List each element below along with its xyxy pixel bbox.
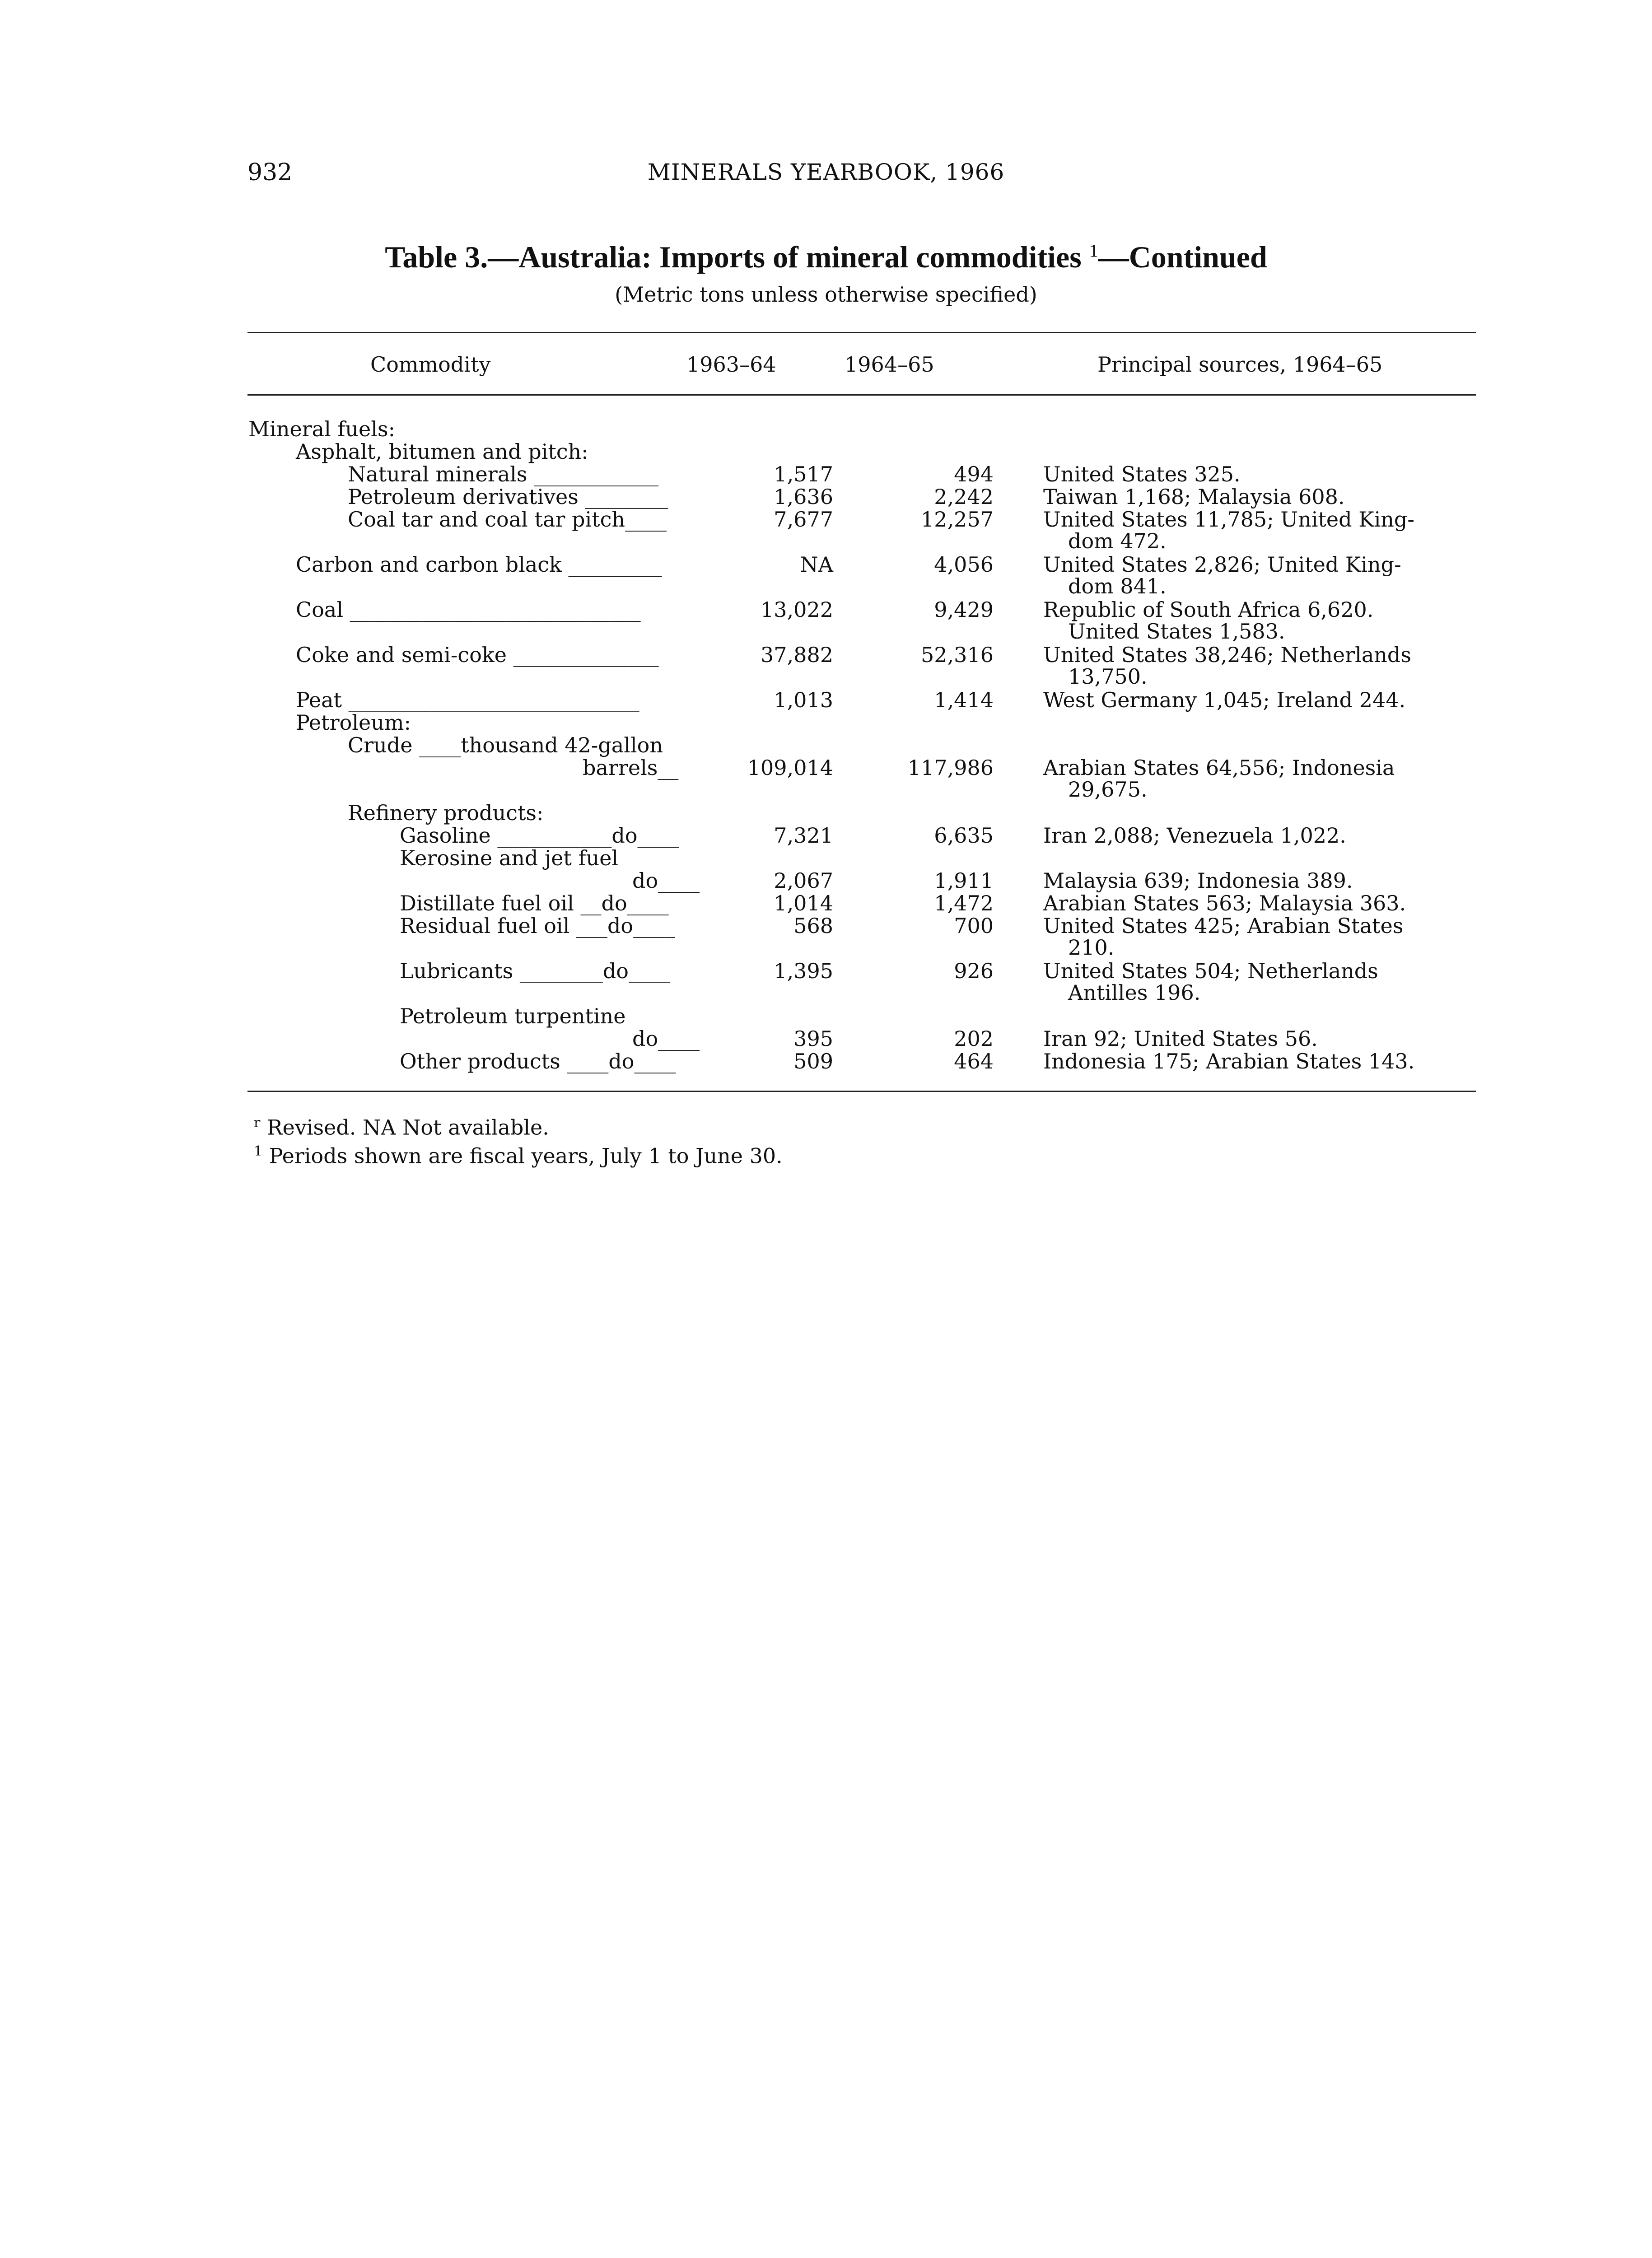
row-label: Kerosine and jet fuel <box>400 846 619 870</box>
header-principal-sources: Principal sources, 1964–65 <box>1097 352 1383 377</box>
table-title-suffix: —Continued <box>1098 240 1267 274</box>
row-label: Other products ____do____ <box>400 1049 676 1073</box>
principal-sources: United States 2,826; United King- <box>1043 552 1401 577</box>
row-label: Petroleum derivatives ________ <box>348 485 668 509</box>
page-number: 932 <box>247 159 293 186</box>
row-label: barrels__ <box>583 756 679 780</box>
value-1963-64: 1,636 <box>774 485 833 509</box>
principal-sources: Arabian States 64,556; Indonesia <box>1043 756 1395 780</box>
principal-sources-continued: 210. <box>1068 935 1115 960</box>
principal-sources: United States 425; Arabian States <box>1043 914 1404 938</box>
value-1963-64: NA <box>800 552 833 577</box>
row-label: do____ <box>632 868 700 893</box>
row-label: Lubricants ________do____ <box>400 959 670 983</box>
header-1963-64: 1963–64 <box>686 352 776 377</box>
row-label: Distillate fuel oil __do____ <box>400 891 669 915</box>
table-header-rule <box>247 394 1476 396</box>
principal-sources-continued: 29,675. <box>1068 777 1148 802</box>
principal-sources: United States 11,785; United King- <box>1043 507 1414 532</box>
row-label: Coke and semi-coke ______________ <box>296 643 659 667</box>
value-1964-65: 494 <box>954 462 994 486</box>
row-label: Coal tar and coal tar pitch____ <box>348 507 667 532</box>
value-1964-65: 202 <box>954 1026 994 1051</box>
principal-sources: Indonesia 175; Arabian States 143. <box>1043 1049 1415 1073</box>
table-subtitle: (Metric tons unless otherwise specified) <box>615 282 1037 307</box>
value-1964-65: 9,429 <box>934 597 994 622</box>
value-1963-64: 13,022 <box>761 597 833 622</box>
footnote-text: Periods shown are fiscal years, July 1 to June 30. <box>269 1143 783 1168</box>
principal-sources: West Germany 1,045; Ireland 244. <box>1043 688 1406 712</box>
row-label: Carbon and carbon black _________ <box>296 552 662 577</box>
principal-sources: United States 38,246; Netherlands <box>1043 643 1411 667</box>
principal-sources: United States 325. <box>1043 462 1241 486</box>
row-label: Petroleum: <box>296 710 411 735</box>
value-1963-64: 1,013 <box>774 688 833 712</box>
row-label: Crude ____thousand 42-gallon <box>348 733 663 757</box>
value-1963-64: 7,321 <box>774 823 833 848</box>
header-1964-65: 1964–65 <box>845 352 934 377</box>
running-head <box>0 159 1652 191</box>
value-1964-65: 6,635 <box>934 823 994 848</box>
header-commodity: Commodity <box>370 352 491 377</box>
footnote-mark: 1 <box>254 1143 263 1160</box>
footnote-1 <box>254 1139 783 1168</box>
row-label: Asphalt, bitumen and pitch: <box>296 439 588 464</box>
footnote-mark: r <box>254 1115 261 1131</box>
row-label: Peat ____________________________ <box>296 688 639 712</box>
title-footnote-mark: 1 <box>1089 240 1098 261</box>
running-title: MINERALS YEARBOOK, 1966 <box>647 159 1005 185</box>
table-title <box>0 239 1652 275</box>
value-1964-65: 464 <box>954 1049 994 1073</box>
table-bottom-rule <box>247 1091 1476 1092</box>
principal-sources-continued: 13,750. <box>1068 664 1148 689</box>
row-label: Gasoline ___________do____ <box>400 823 679 848</box>
value-1963-64: 509 <box>793 1049 833 1073</box>
value-1964-65: 4,056 <box>934 552 994 577</box>
footnote-revised <box>254 1111 783 1139</box>
principal-sources-continued: dom 472. <box>1068 529 1167 553</box>
value-1963-64: 109,014 <box>747 756 833 780</box>
row-label: Natural minerals ____________ <box>348 462 659 486</box>
principal-sources: Taiwan 1,168; Malaysia 608. <box>1043 485 1345 509</box>
value-1964-65: 700 <box>954 914 994 938</box>
row-label: Coal ____________________________ <box>296 597 641 622</box>
principal-sources: Republic of South Africa 6,620. <box>1043 597 1374 622</box>
row-label: Residual fuel oil ___do____ <box>400 914 675 938</box>
table-top-rule <box>247 332 1476 333</box>
principal-sources: Malaysia 639; Indonesia 389. <box>1043 868 1353 893</box>
value-1963-64: 37,882 <box>761 643 833 667</box>
principal-sources: Iran 92; United States 56. <box>1043 1026 1318 1051</box>
footnotes <box>254 1111 783 1168</box>
value-1963-64: 1,395 <box>774 959 833 983</box>
row-label: Petroleum turpentine <box>400 1004 626 1028</box>
table-title-text: Table 3.—Australia: Imports of mineral commodities <box>385 240 1082 274</box>
value-1964-65: 12,257 <box>921 507 994 532</box>
value-1963-64: 1,014 <box>774 891 833 915</box>
value-1964-65: 1,911 <box>934 868 994 893</box>
principal-sources-continued: Antilles 196. <box>1068 980 1201 1005</box>
principal-sources-continued: dom 841. <box>1068 574 1167 598</box>
row-label: Mineral fuels: <box>248 417 396 441</box>
value-1963-64: 1,517 <box>774 462 833 486</box>
value-1963-64: 7,677 <box>774 507 833 532</box>
value-1964-65: 1,472 <box>934 891 994 915</box>
value-1963-64: 395 <box>793 1026 833 1051</box>
value-1963-64: 2,067 <box>774 868 833 893</box>
footnote-text: Revised. NA Not available. <box>266 1115 549 1140</box>
principal-sources: Iran 2,088; Venezuela 1,022. <box>1043 823 1346 848</box>
principal-sources-continued: United States 1,583. <box>1068 619 1285 644</box>
value-1964-65: 2,242 <box>934 485 994 509</box>
value-1964-65: 1,414 <box>934 688 994 712</box>
value-1964-65: 117,986 <box>907 756 994 780</box>
value-1963-64: 568 <box>793 914 833 938</box>
principal-sources: Arabian States 563; Malaysia 363. <box>1043 891 1406 915</box>
principal-sources: United States 504; Netherlands <box>1043 959 1378 983</box>
value-1964-65: 926 <box>954 959 994 983</box>
row-label: Refinery products: <box>348 801 544 825</box>
value-1964-65: 52,316 <box>921 643 994 667</box>
row-label: do____ <box>632 1026 700 1051</box>
